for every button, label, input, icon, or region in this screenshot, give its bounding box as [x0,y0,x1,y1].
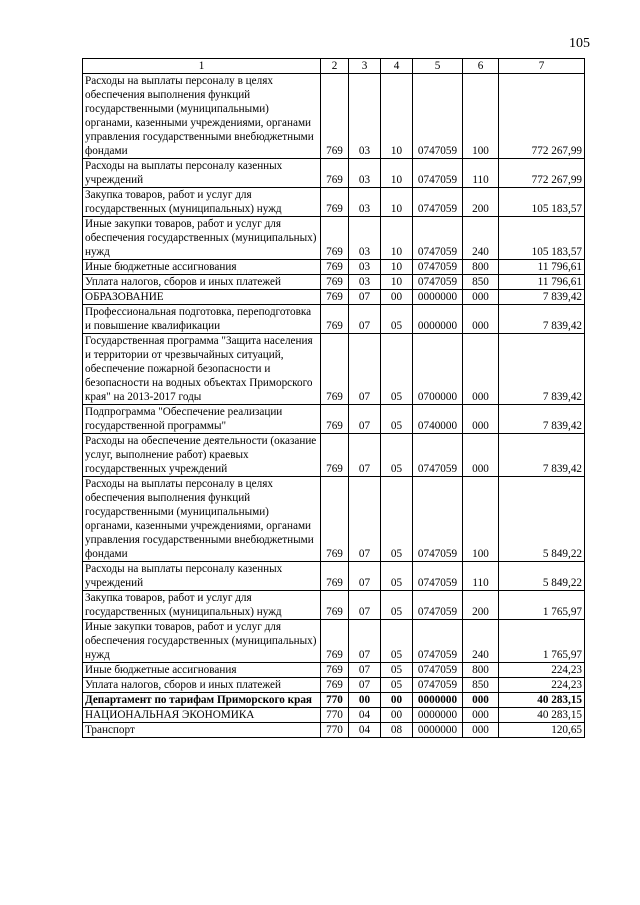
row-subsection-code: 00 [381,708,413,723]
row-name: Транспорт [83,723,321,738]
row-subsection-code: 10 [381,74,413,159]
table-row [83,305,585,334]
row-name: Иные бюджетные ассигнования [83,260,321,275]
row-expense-type: 000 [463,334,499,405]
row-amount: 772 267,99 [499,74,585,159]
table-row [83,217,585,260]
row-name: НАЦИОНАЛЬНАЯ ЭКОНОМИКА [83,708,321,723]
row-subsection-code: 05 [381,434,413,477]
row-ministry-code: 769 [321,405,349,434]
row-amount: 7 839,42 [499,290,585,305]
row-subsection-code: 05 [381,678,413,693]
row-target-code: 0000000 [413,693,463,708]
row-expense-type: 000 [463,290,499,305]
header-col-5: 5 [413,59,463,74]
row-ministry-code: 769 [321,74,349,159]
row-subsection-code: 00 [381,290,413,305]
row-section-code: 07 [349,678,381,693]
row-section-code: 07 [349,405,381,434]
row-section-code: 07 [349,305,381,334]
row-subsection-code: 05 [381,477,413,562]
row-name: Иные закупки товаров, работ и услуг для обеспечения государственных (муниципальных) нужд [83,620,321,663]
row-ministry-code: 769 [321,663,349,678]
row-amount: 105 183,57 [499,217,585,260]
row-amount: 5 849,22 [499,562,585,591]
row-amount: 1 765,97 [499,620,585,663]
row-ministry-code: 769 [321,275,349,290]
row-section-code: 07 [349,562,381,591]
row-subsection-code: 10 [381,260,413,275]
row-subsection-code: 08 [381,723,413,738]
row-subsection-code: 05 [381,562,413,591]
row-section-code: 03 [349,217,381,260]
row-section-code: 07 [349,434,381,477]
row-section-code: 04 [349,708,381,723]
row-expense-type: 850 [463,678,499,693]
row-ministry-code: 769 [321,217,349,260]
table-row [83,591,585,620]
row-amount: 40 283,15 [499,708,585,723]
row-target-code: 0747059 [413,477,463,562]
table-row [83,260,585,275]
row-ministry-code: 769 [321,434,349,477]
row-target-code: 0000000 [413,723,463,738]
row-target-code: 0000000 [413,305,463,334]
row-amount: 11 796,61 [499,275,585,290]
header-col-6: 6 [463,59,499,74]
row-amount: 1 765,97 [499,591,585,620]
row-section-code: 03 [349,188,381,217]
table-row [83,562,585,591]
row-section-code: 03 [349,260,381,275]
row-ministry-code: 769 [321,159,349,188]
table-row [83,188,585,217]
row-section-code: 03 [349,275,381,290]
row-ministry-code: 769 [321,188,349,217]
row-ministry-code: 769 [321,290,349,305]
row-ministry-code: 769 [321,305,349,334]
row-ministry-code: 770 [321,708,349,723]
row-target-code: 0747059 [413,591,463,620]
row-name: Расходы на выплаты персоналу в целях обеспечения выполнения функций государственными (муниципальными) органами, казенными учреждениями, органами управления государственными внебюджетными фондами [83,477,321,562]
row-expense-type: 240 [463,620,499,663]
table-row [83,663,585,678]
row-section-code: 07 [349,620,381,663]
row-amount: 11 796,61 [499,260,585,275]
table-row [83,74,585,159]
row-name: Закупка товаров, работ и услуг для государственных (муниципальных) нужд [83,591,321,620]
row-name: Закупка товаров, работ и услуг для государственных (муниципальных) нужд [83,188,321,217]
row-target-code: 0747059 [413,260,463,275]
row-target-code: 0700000 [413,334,463,405]
row-section-code: 00 [349,693,381,708]
row-name: Иные бюджетные ассигнования [83,663,321,678]
row-subsection-code: 10 [381,159,413,188]
row-name: Подпрограмма "Обеспечение реализации государственной программы" [83,405,321,434]
row-expense-type: 200 [463,188,499,217]
row-target-code: 0740000 [413,405,463,434]
row-ministry-code: 769 [321,562,349,591]
row-section-code: 03 [349,74,381,159]
row-amount: 105 183,57 [499,188,585,217]
row-subsection-code: 05 [381,620,413,663]
row-target-code: 0747059 [413,562,463,591]
row-expense-type: 000 [463,723,499,738]
row-name: Профессиональная подготовка, переподготовка и повышение квалификации [83,305,321,334]
header-col-4: 4 [381,59,413,74]
row-ministry-code: 770 [321,693,349,708]
page-number: 105 [569,36,590,51]
row-section-code: 07 [349,477,381,562]
header-col-2: 2 [321,59,349,74]
row-section-code: 07 [349,663,381,678]
table-body [83,74,585,738]
row-subsection-code: 10 [381,275,413,290]
row-expense-type: 000 [463,693,499,708]
row-target-code: 0747059 [413,159,463,188]
row-name: Департамент по тарифам Приморского края [83,693,321,708]
table-row [83,723,585,738]
row-subsection-code: 10 [381,217,413,260]
budget-table [82,58,585,738]
row-name: Расходы на выплаты персоналу казенных учреждений [83,562,321,591]
table-row [83,693,585,708]
table-row [83,678,585,693]
table-row [83,477,585,562]
row-target-code: 0747059 [413,663,463,678]
row-ministry-code: 769 [321,477,349,562]
row-expense-type: 800 [463,260,499,275]
row-ministry-code: 769 [321,591,349,620]
row-expense-type: 000 [463,405,499,434]
row-subsection-code: 05 [381,405,413,434]
row-section-code: 07 [349,591,381,620]
row-expense-type: 850 [463,275,499,290]
row-name: Расходы на выплаты персоналу в целях обеспечения выполнения функций государственными (муниципальными) органами, казенными учреждениями, органами управления государственными внебюджетными фондами [83,74,321,159]
row-ministry-code: 769 [321,260,349,275]
row-expense-type: 110 [463,562,499,591]
row-name: Государственная программа "Защита населения и территории от чрезвычайных ситуаций, обеспечение пожарной безопасности и безопасности на водных объектах Приморского края" на 2013-2017 годы [83,334,321,405]
row-name: Иные закупки товаров, работ и услуг для обеспечения государственных (муниципальных) нужд [83,217,321,260]
table-row [83,434,585,477]
row-target-code: 0747059 [413,188,463,217]
row-ministry-code: 769 [321,620,349,663]
row-subsection-code: 05 [381,591,413,620]
row-amount: 7 839,42 [499,334,585,405]
row-expense-type: 240 [463,217,499,260]
row-amount: 40 283,15 [499,693,585,708]
row-subsection-code: 05 [381,305,413,334]
header-col-7: 7 [499,59,585,74]
row-expense-type: 000 [463,708,499,723]
table-row [83,708,585,723]
row-ministry-code: 769 [321,334,349,405]
row-subsection-code: 10 [381,188,413,217]
table-row [83,334,585,405]
row-name: Уплата налогов, сборов и иных платежей [83,275,321,290]
row-amount: 224,23 [499,663,585,678]
row-target-code: 0747059 [413,275,463,290]
row-name: Расходы на выплаты персоналу казенных учреждений [83,159,321,188]
row-amount: 7 839,42 [499,434,585,477]
row-expense-type: 800 [463,663,499,678]
row-expense-type: 000 [463,434,499,477]
row-name: Уплата налогов, сборов и иных платежей [83,678,321,693]
row-amount: 120,65 [499,723,585,738]
row-name: ОБРАЗОВАНИЕ [83,290,321,305]
row-subsection-code: 00 [381,693,413,708]
row-amount: 224,23 [499,678,585,693]
table-row [83,405,585,434]
row-name: Расходы на обеспечение деятельности (оказание услуг, выполнение работ) краевых государственных учреждений [83,434,321,477]
row-section-code: 07 [349,290,381,305]
row-ministry-code: 769 [321,678,349,693]
table-row [83,275,585,290]
row-amount: 7 839,42 [499,405,585,434]
row-section-code: 07 [349,334,381,405]
row-target-code: 0000000 [413,290,463,305]
table-row [83,159,585,188]
row-expense-type: 100 [463,477,499,562]
row-target-code: 0747059 [413,620,463,663]
row-expense-type: 200 [463,591,499,620]
row-expense-type: 110 [463,159,499,188]
row-amount: 5 849,22 [499,477,585,562]
row-target-code: 0747059 [413,434,463,477]
row-section-code: 03 [349,159,381,188]
row-subsection-code: 05 [381,334,413,405]
row-ministry-code: 770 [321,723,349,738]
row-amount: 772 267,99 [499,159,585,188]
row-target-code: 0747059 [413,74,463,159]
row-expense-type: 000 [463,305,499,334]
row-section-code: 04 [349,723,381,738]
row-target-code: 0747059 [413,678,463,693]
header-col-3: 3 [349,59,381,74]
row-expense-type: 100 [463,74,499,159]
row-amount: 7 839,42 [499,305,585,334]
table-row [83,290,585,305]
header-row [83,59,585,74]
row-target-code: 0747059 [413,217,463,260]
header-col-1: 1 [83,59,321,74]
table-row [83,620,585,663]
row-target-code: 0000000 [413,708,463,723]
row-subsection-code: 05 [381,663,413,678]
